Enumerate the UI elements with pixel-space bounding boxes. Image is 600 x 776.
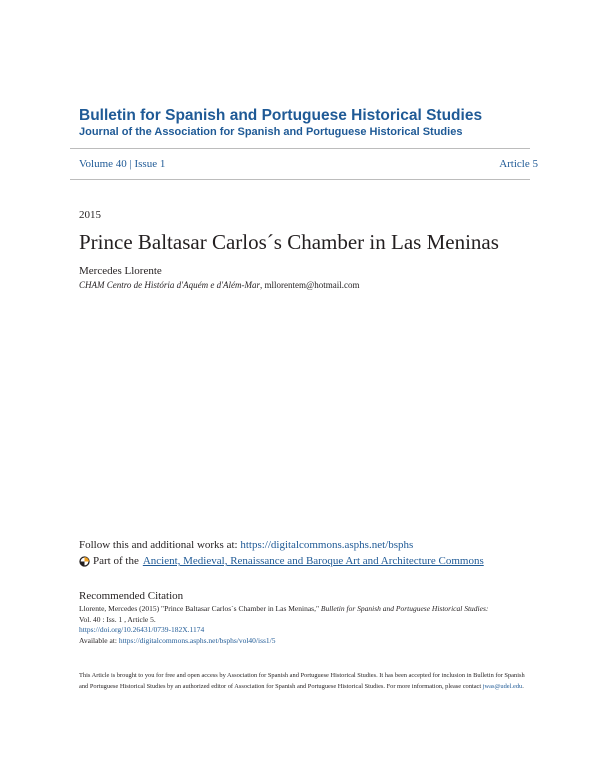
notice-end: . (522, 683, 524, 690)
follow-url-link[interactable]: https://digitalcommons.asphs.net/bsphs (240, 539, 414, 551)
citation-line-main (79, 604, 539, 615)
available-label: Available at: (79, 635, 119, 645)
volume-issue-separator: | (126, 158, 135, 170)
author-email: , mllorentem@hotmail.com (260, 280, 360, 290)
volume-issue (79, 158, 165, 170)
part-of-line (79, 555, 484, 567)
journal-subtitle[interactable]: Journal of the Association for Spanish and Portuguese Historical Studies (79, 126, 463, 138)
recommended-citation-heading: Recommended Citation (79, 590, 184, 602)
journal-title[interactable]: Bulletin for Spanish and Portuguese Historical Studies (79, 107, 483, 124)
article-title: Prince Baltasar Carlos´s Chamber in Las Meninas (79, 230, 499, 254)
author-affiliation (79, 280, 360, 290)
citation-journal: Bulletin for Spanish and Portuguese Historical Studies: (320, 604, 489, 613)
citation-volume: Vol. 40 : Iss. 1 , Article 5. (79, 614, 156, 624)
citation-plain: Llorente, Mercedes (2015) "Prince Baltasar Carlos´s Chamber in Las Meninas," (79, 604, 321, 613)
header-divider-bottom (70, 179, 530, 180)
volume-link[interactable]: Volume 40 (79, 158, 127, 170)
citation-available-line (79, 636, 539, 647)
contact-email-link[interactable]: jwas@udel.edu (482, 683, 523, 690)
digital-commons-network-icon (79, 556, 90, 567)
article-number-link[interactable]: Article 5 (499, 158, 538, 170)
author-name: Mercedes Llorente (79, 265, 162, 277)
publication-year: 2015 (79, 209, 101, 221)
recommended-citation-text (79, 604, 539, 646)
issue-link[interactable]: Issue 1 (134, 158, 166, 170)
part-of-label: Part of the (93, 555, 139, 567)
follow-label: Follow this and additional works at: (79, 539, 241, 551)
notice-text: This Article is brought to you for free and open access by Association for Spanish and Portuguese Historical Studies. It has been accepted for inclusion in Bulletin for Spanish and Portuguese Historical Studies by an authorized editor of Association for Spanish and Portuguese Historical Studies. For more information, please contact (79, 672, 525, 690)
affiliation-institution: CHAM Centro de História d'Aquém e d'Além-Mar (79, 280, 260, 290)
follow-line (79, 539, 413, 551)
access-notice (79, 670, 531, 692)
header-divider-top (70, 148, 530, 149)
commons-link[interactable]: Ancient, Medieval, Renaissance and Baroque Art and Architecture Commons (142, 555, 484, 567)
citation-doi-link[interactable]: https://doi.org/10.26431/0739-182X.1174 (79, 625, 205, 634)
available-url-link[interactable]: https://digitalcommons.asphs.net/bsphs/vol40/iss1/5 (118, 635, 276, 645)
